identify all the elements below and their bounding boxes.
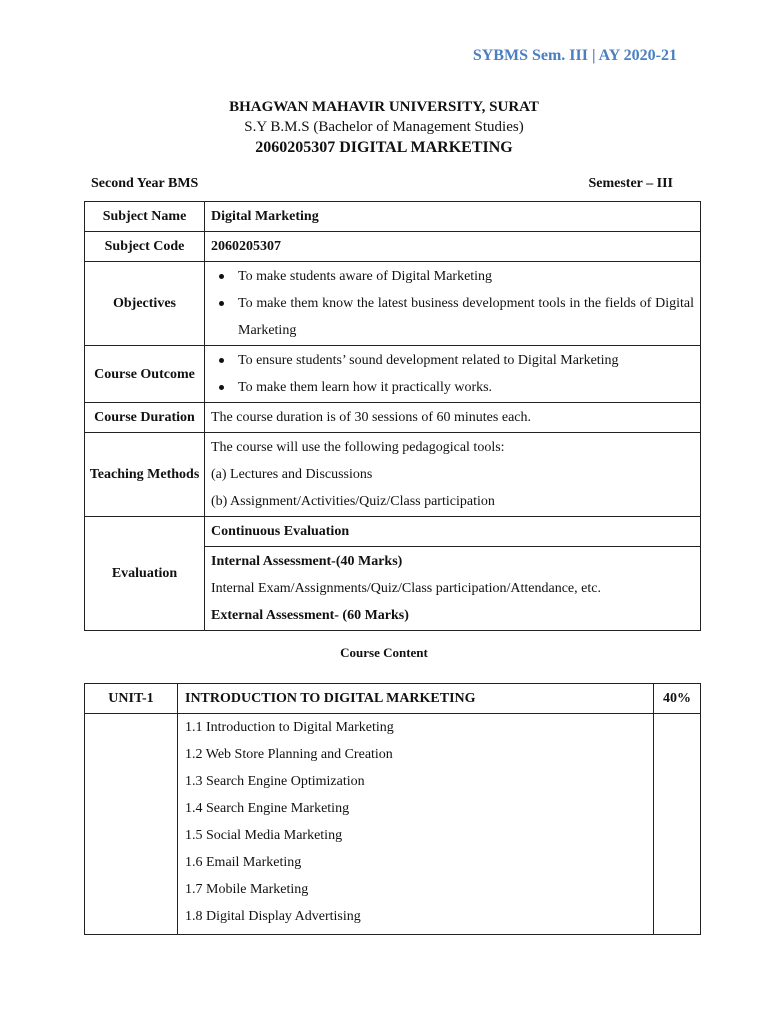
objectives-label: Objectives (85, 262, 205, 346)
table-row (85, 346, 701, 403)
duration-value: The course duration is of 30 sessions of 60 minutes each. (205, 403, 701, 433)
eval-internal-detail: Internal Exam/Assignments/Quiz/Class participation/Attendance, etc. (211, 581, 601, 596)
unit-table (84, 683, 701, 935)
subject-name-value: Digital Marketing (205, 202, 701, 232)
teaching-item: (a) Lectures and Discussions (211, 467, 373, 482)
topic-item: 1.1 Introduction to Digital Marketing (185, 720, 394, 735)
table-row (85, 262, 701, 346)
year-label: Second Year BMS (91, 176, 199, 191)
program-full: (Bachelor of Management Studies) (313, 119, 524, 135)
table-row (85, 684, 701, 714)
objective-item: To make them know the latest business development tools in the fields of Digital Marketing (211, 290, 694, 344)
outcome-item: To make them learn how it practically works. (211, 374, 694, 401)
subject-code-label: Subject Code (85, 232, 205, 262)
empty-cell (654, 714, 701, 935)
meta-row (91, 176, 673, 192)
course-info-table (84, 201, 701, 631)
topic-item: 1.3 Search Engine Optimization (185, 774, 365, 789)
table-row (85, 403, 701, 433)
eval-details (205, 547, 701, 631)
topic-item: 1.6 Email Marketing (185, 855, 302, 870)
document-header-tag: SYBMS Sem. III | AY 2020-21 (472, 47, 677, 64)
teaching-item: (b) Assignment/Activities/Quiz/Class participation (211, 494, 495, 509)
unit-topics (178, 714, 654, 935)
topic-item: 1.4 Search Engine Marketing (185, 801, 350, 816)
empty-cell (85, 714, 178, 935)
topic-item: 1.2 Web Store Planning and Creation (185, 747, 393, 762)
outcome-item: To ensure students’ sound development related to Digital Marketing (211, 347, 694, 374)
subject-name-label: Subject Name (85, 202, 205, 232)
topic-item: 1.7 Mobile Marketing (185, 882, 309, 897)
subject-code-value: 2060205307 (205, 232, 701, 262)
table-row (85, 433, 701, 517)
teaching-label: Teaching Methods (85, 433, 205, 517)
eval-continuous: Continuous Evaluation (205, 517, 701, 547)
university-name: BHAGWAN MAHAVIR UNIVERSITY, SURAT (229, 99, 539, 115)
eval-external-title: External Assessment- (60 Marks) (211, 608, 409, 623)
objectives-value (205, 262, 701, 346)
table-row (85, 232, 701, 262)
duration-label: Course Duration (85, 403, 205, 433)
table-row (85, 714, 701, 935)
unit-weight: 40% (654, 684, 701, 714)
outcome-label: Course Outcome (85, 346, 205, 403)
course-content-caption: Course Content (340, 645, 428, 660)
table-row (85, 517, 701, 547)
unit-title: INTRODUCTION TO DIGITAL MARKETING (178, 684, 654, 714)
program-short: S.Y B.M.S (244, 119, 310, 135)
eval-internal-title: Internal Assessment-(40 Marks) (211, 554, 403, 569)
program-line (0, 117, 768, 137)
objective-item: To make students aware of Digital Marketing (211, 263, 694, 290)
unit-number: UNIT-1 (85, 684, 178, 714)
semester-label: Semester – III (588, 176, 673, 191)
teaching-intro: The course will use the following pedagogical tools: (211, 440, 505, 455)
topic-item: 1.8 Digital Display Advertising (185, 909, 361, 924)
course-title: 2060205307 DIGITAL MARKETING (255, 139, 513, 156)
teaching-value (205, 433, 701, 517)
evaluation-label: Evaluation (85, 517, 205, 631)
title-block (0, 97, 768, 158)
outcome-value (205, 346, 701, 403)
topic-item: 1.5 Social Media Marketing (185, 828, 343, 843)
table-row (85, 202, 701, 232)
